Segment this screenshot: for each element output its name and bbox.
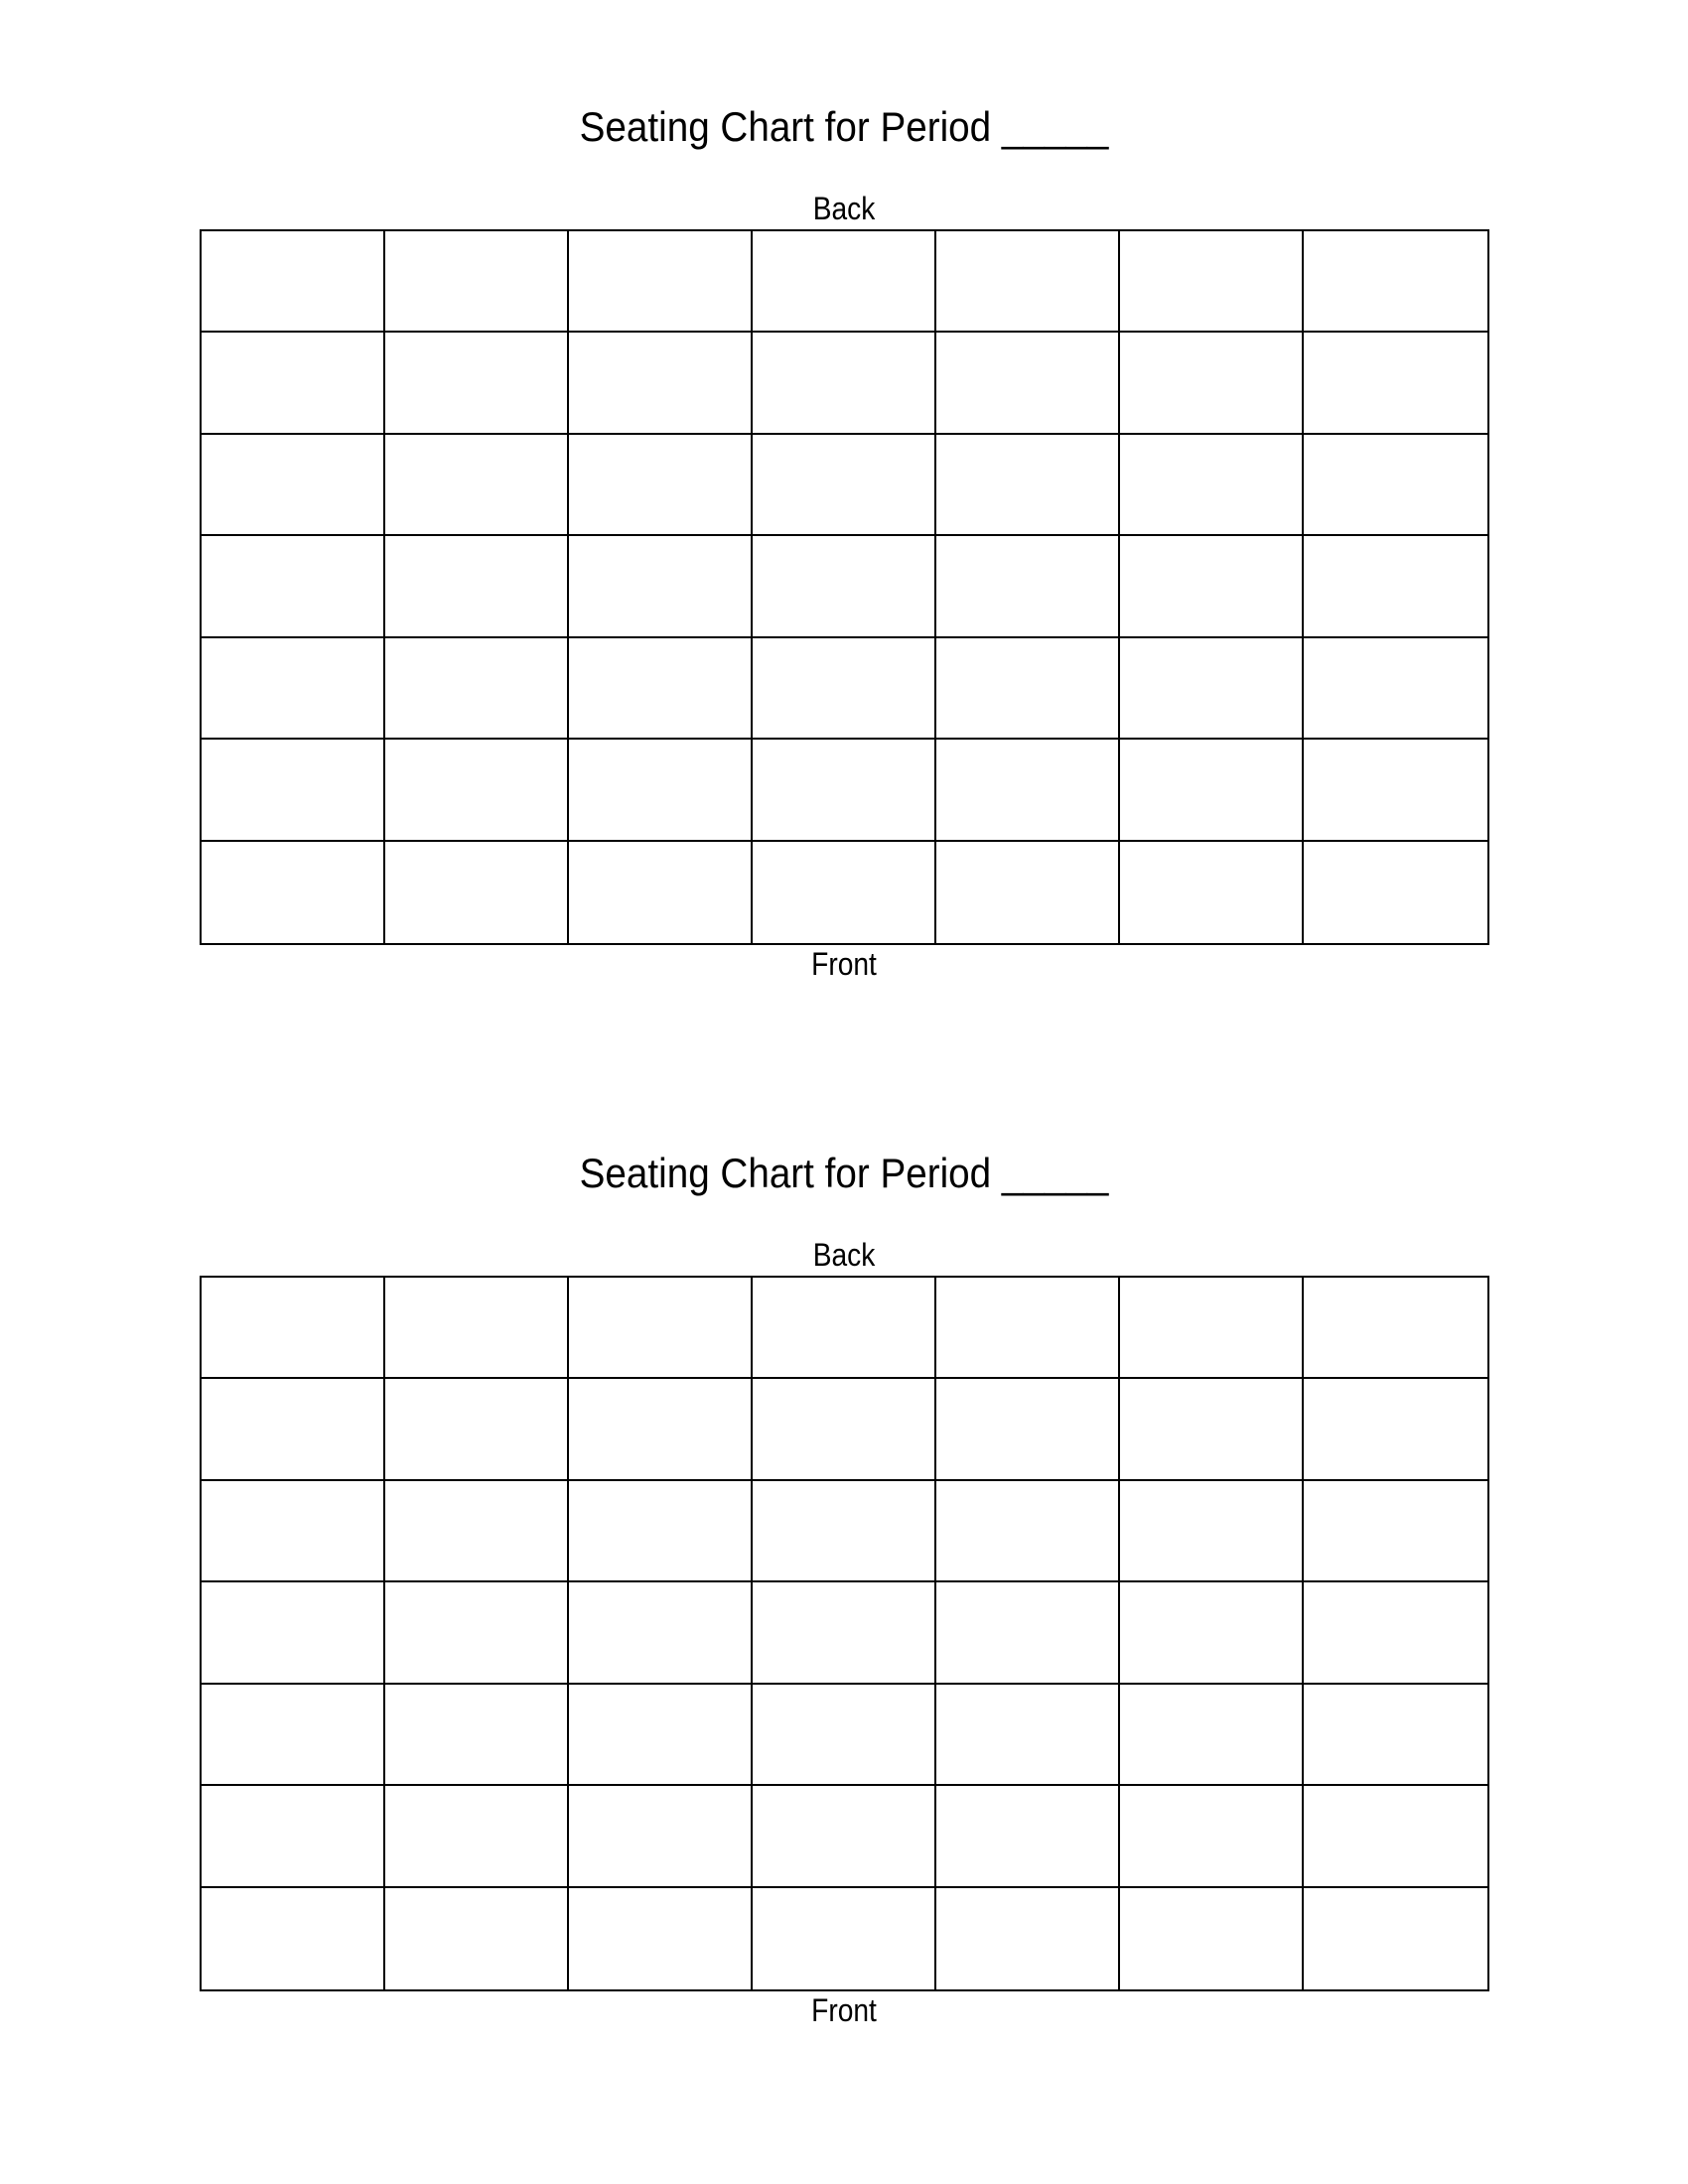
seat-cell (569, 1582, 753, 1684)
seat-cell (202, 1379, 385, 1480)
chart-title: Seating Chart for Period _____ (579, 1150, 1109, 1196)
seat-cell (1304, 333, 1487, 434)
seat-cell (202, 333, 385, 434)
seat-cell (1120, 536, 1304, 637)
seat-cell (1304, 1685, 1487, 1786)
seat-cell (1304, 1379, 1487, 1480)
seat-cell (1304, 1582, 1487, 1684)
seat-cell (202, 1582, 385, 1684)
seat-cell (1120, 1786, 1304, 1887)
seat-cell (936, 1582, 1120, 1684)
seat-cell (202, 1278, 385, 1379)
seat-cell (1120, 333, 1304, 434)
seat-cell (1120, 1888, 1304, 1989)
seat-cell (753, 333, 936, 434)
seat-cell (202, 638, 385, 740)
seat-cell (569, 333, 753, 434)
seat-grid (200, 1276, 1489, 1991)
seat-cell (1120, 231, 1304, 333)
seat-cell (1304, 1278, 1487, 1379)
seat-cell (936, 842, 1120, 943)
seat-cell (1120, 638, 1304, 740)
seat-cell (569, 231, 753, 333)
seat-cell (1304, 1481, 1487, 1582)
seat-cell (202, 231, 385, 333)
seat-cell (202, 842, 385, 943)
seat-cell (1304, 740, 1487, 841)
seat-cell (1304, 1888, 1487, 1989)
seat-cell (202, 1888, 385, 1989)
seat-cell (753, 231, 936, 333)
seat-cell (385, 333, 569, 434)
seat-cell (753, 1582, 936, 1684)
seat-cell (936, 333, 1120, 434)
seat-cell (753, 1786, 936, 1887)
seat-cell (569, 1379, 753, 1480)
seat-cell (936, 1481, 1120, 1582)
seat-cell (753, 1278, 936, 1379)
seat-cell (202, 740, 385, 841)
seat-cell (753, 1481, 936, 1582)
seat-cell (1304, 638, 1487, 740)
seat-cell (202, 536, 385, 637)
seat-cell (202, 1685, 385, 1786)
seat-cell (936, 1379, 1120, 1480)
seat-cell (1304, 536, 1487, 637)
seat-cell (385, 1481, 569, 1582)
seat-cell (569, 1888, 753, 1989)
seat-cell (1120, 1278, 1304, 1379)
seat-cell (1120, 740, 1304, 841)
seat-cell (936, 231, 1120, 333)
seat-cell (1304, 231, 1487, 333)
seat-cell (936, 435, 1120, 536)
seat-cell (569, 1786, 753, 1887)
seat-cell (753, 842, 936, 943)
seat-cell (753, 536, 936, 637)
seat-cell (569, 1278, 753, 1379)
seat-cell (385, 740, 569, 841)
seat-cell (936, 536, 1120, 637)
seat-cell (202, 435, 385, 536)
seat-grid (200, 229, 1489, 945)
seat-cell (385, 1379, 569, 1480)
back-label: Back (812, 191, 876, 226)
seat-cell (202, 1786, 385, 1887)
seat-cell (569, 1481, 753, 1582)
seat-cell (1120, 1481, 1304, 1582)
seat-cell (936, 1278, 1120, 1379)
seat-cell (753, 740, 936, 841)
seat-cell (753, 1685, 936, 1786)
seat-cell (385, 536, 569, 637)
seat-cell (385, 638, 569, 740)
seat-cell (1120, 1685, 1304, 1786)
seat-cell (385, 1278, 569, 1379)
seat-cell (569, 1685, 753, 1786)
seat-cell (1120, 435, 1304, 536)
seat-cell (385, 1582, 569, 1684)
seat-cell (753, 638, 936, 740)
seat-cell (753, 435, 936, 536)
seat-cell (569, 842, 753, 943)
seat-cell (1304, 1786, 1487, 1887)
seat-cell (936, 740, 1120, 841)
seat-cell (936, 1786, 1120, 1887)
seat-cell (753, 1379, 936, 1480)
seat-cell (385, 1888, 569, 1989)
seat-cell (1120, 1582, 1304, 1684)
seat-cell (385, 435, 569, 536)
seat-cell (569, 435, 753, 536)
seat-cell (1120, 1379, 1304, 1480)
seat-cell (385, 1786, 569, 1887)
seat-cell (1304, 842, 1487, 943)
seat-cell (569, 638, 753, 740)
back-label: Back (812, 1237, 876, 1273)
seat-cell (936, 638, 1120, 740)
front-label: Front (811, 946, 877, 982)
seat-cell (385, 1685, 569, 1786)
seat-cell (936, 1685, 1120, 1786)
front-label: Front (811, 1992, 877, 2028)
seat-cell (569, 536, 753, 637)
seat-cell (1120, 842, 1304, 943)
seat-cell (753, 1888, 936, 1989)
seat-cell (385, 231, 569, 333)
seat-cell (1304, 435, 1487, 536)
seat-cell (936, 1888, 1120, 1989)
seat-cell (202, 1481, 385, 1582)
seat-cell (385, 842, 569, 943)
chart-title: Seating Chart for Period _____ (579, 103, 1109, 150)
seat-cell (569, 740, 753, 841)
